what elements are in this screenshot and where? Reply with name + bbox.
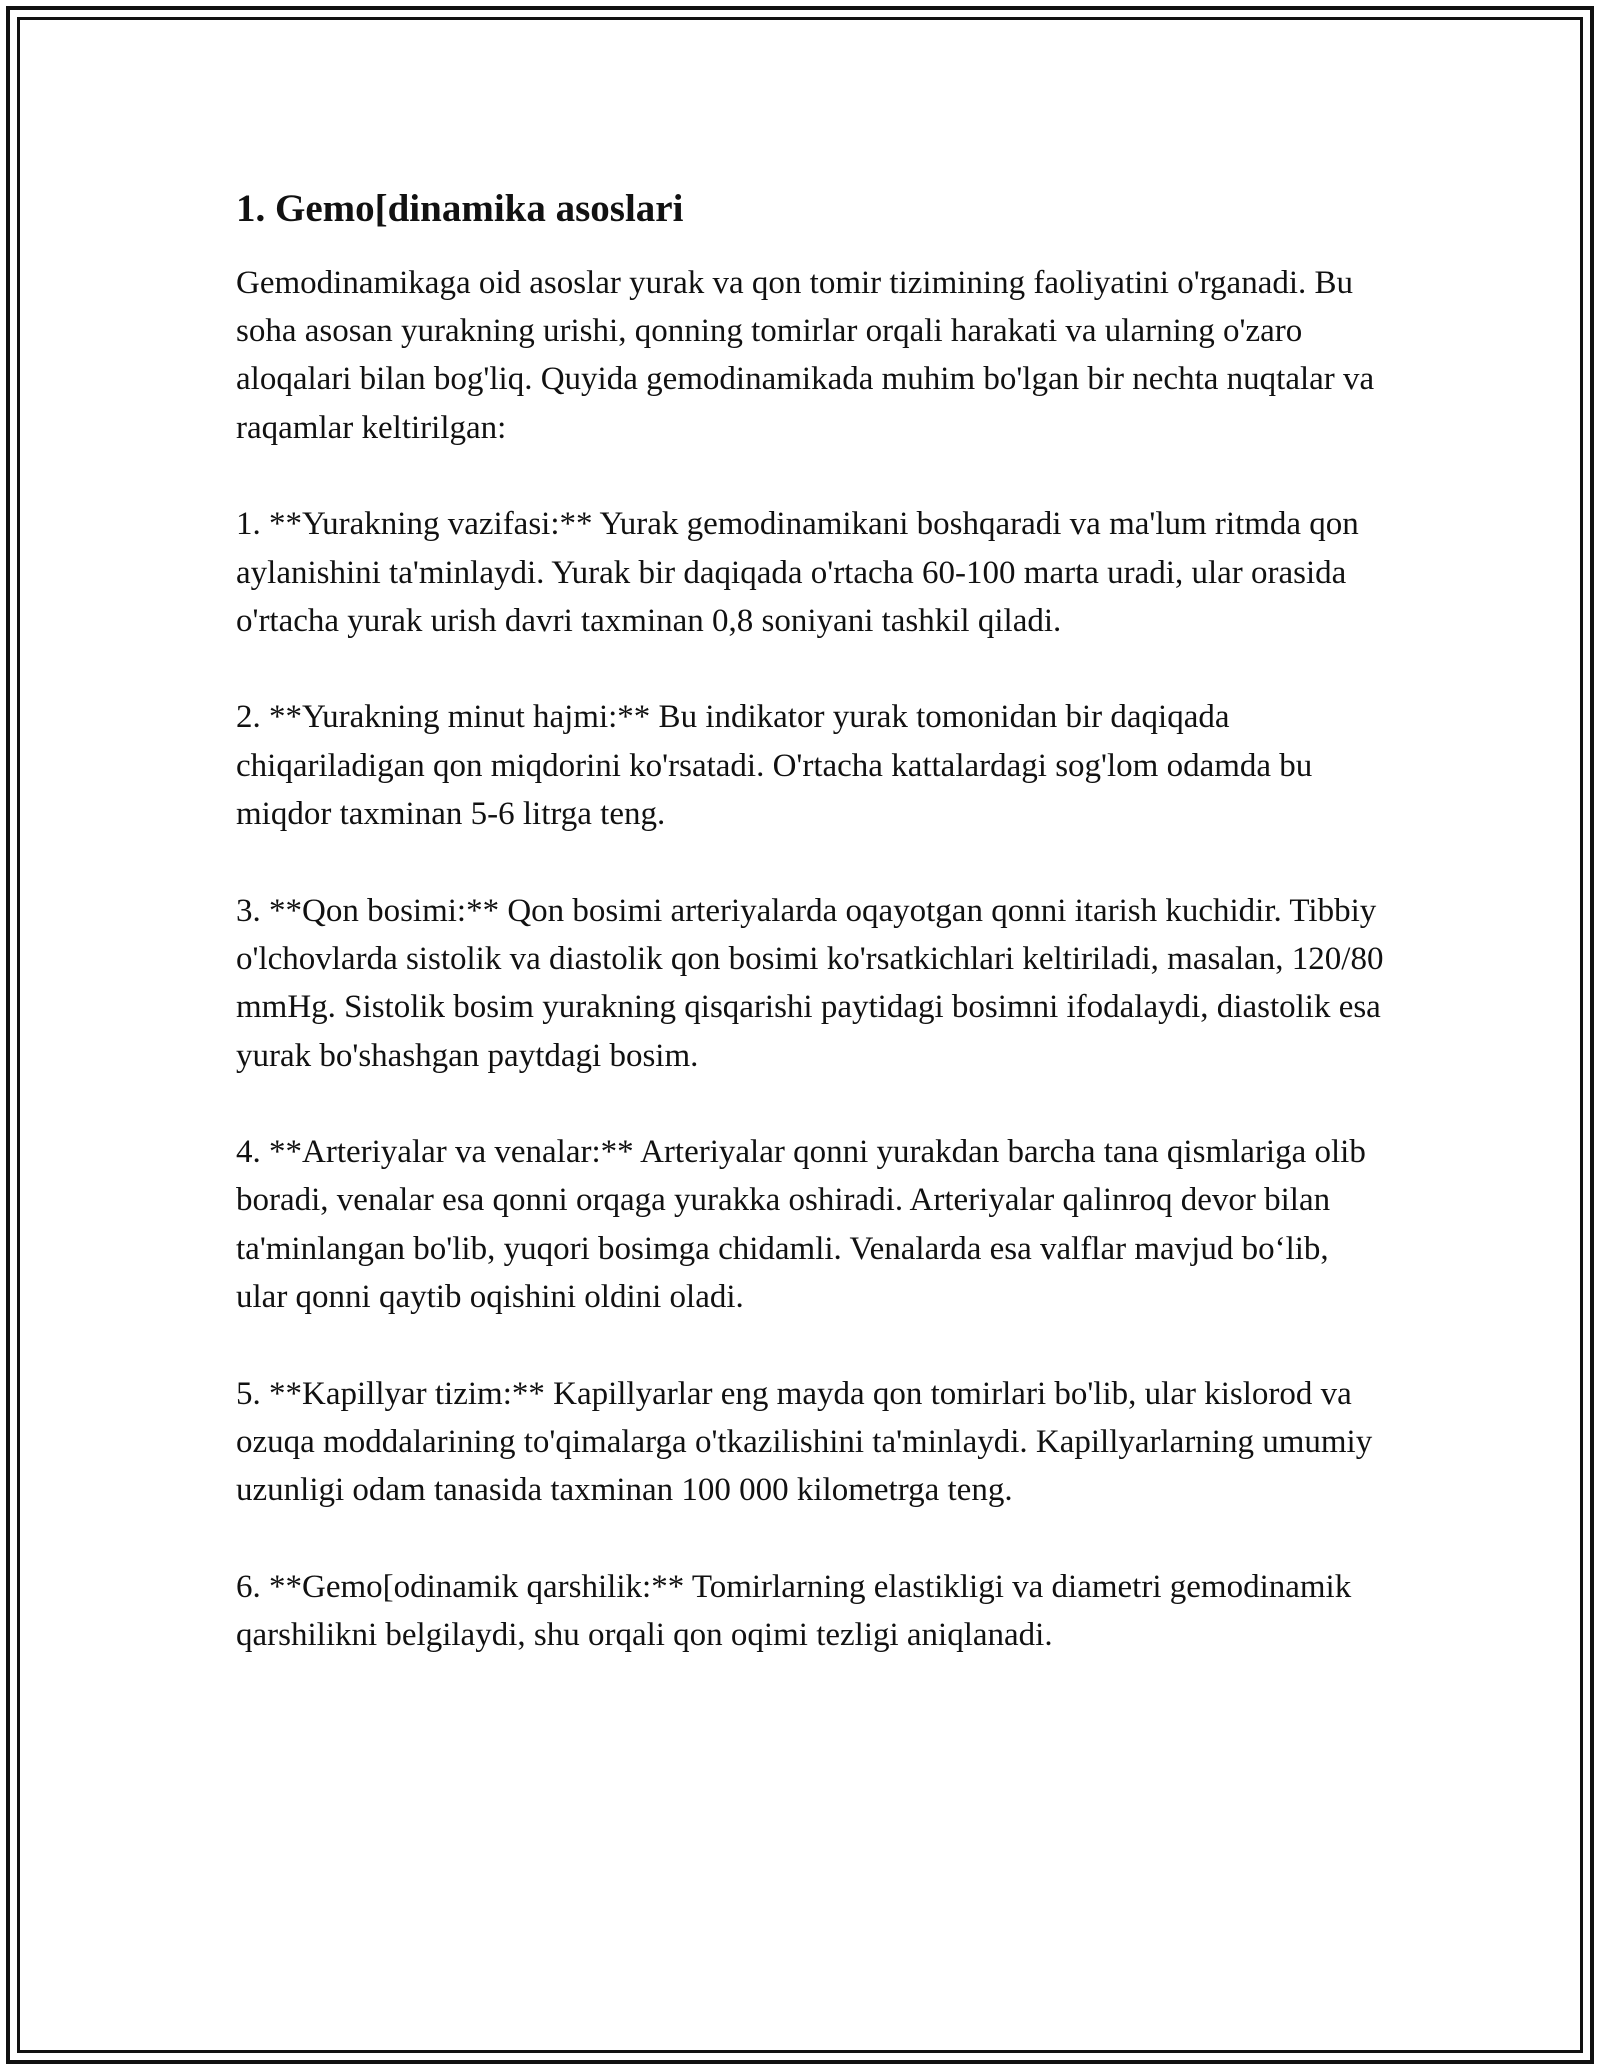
document-heading: 1. Gemo[dinamika asoslari bbox=[236, 187, 684, 230]
list-item-capillary-system: 5. **Kapillyar tizim:** Kapillyarlar eng mayda qon tomirlari bo'lib, ular kislorod va ozuqa moddalarining to'qimalarga o'tkazilishini ta'minlaydi. Kapillyarlarning umumiy uzunligi odam tanasida taxminan 100 000 kilometrga teng. bbox=[236, 1375, 1373, 1509]
list-item-heart-function: 1. **Yurakning vazifasi:** Yurak gemodinamikani boshqaradi va ma'lum ritmda qon aylanishini ta'minlaydi. Yurak bir daqiqada o'rtacha 60-100 marta uradi, ular orasida o'rtacha yurak urish davri taxminan 0,8 soniyani tashkil qiladi. bbox=[236, 506, 1359, 639]
list-item-minute-volume: 2. **Yurakning minut hajmi:** Bu indikator yurak tomonidan bir daqiqada chiqariladigan qon miqdorini ko'rsatadi. O'rtacha kattalardagi sog'lom odamda bu miqdor taxminan 5-6 litrga teng. bbox=[236, 699, 1313, 833]
intro-paragraph: Gemodinamikaga oid asoslar yurak va qon tomir tizimining faoliyatini o'rganadi. Bu soha asosan yurakning urishi, qonning tomirlar orqali harakati va ularning o'zaro aloqalari bilan bog'liq. Quyida gemodinamikada muhim bo'lgan bir nechta nuqtalar va raqamlar keltirilgan: bbox=[236, 264, 1375, 446]
list-item-blood-pressure: 3. **Qon bosimi:** Qon bosimi arteriyalarda oqayotgan qonni itarish kuchidir. Tibbiy o'lchovlarda sistolik va diastolik qon bosimi ko'rsatkichlari keltiriladi, masalan, 120/80 mmHg. Sistolik bosim yurakning qisqarishi paytidagi bosimni ifodalaydi, diastolik esa yurak bo'shashgan paytdagi bosim. bbox=[236, 892, 1384, 1074]
document-body bbox=[236, 186, 1386, 1659]
list-item-arteries-veins: 4. **Arteriyalar va venalar:** Arteriyalar qonni yurakdan barcha tana qismlariga olib boradi, venalar esa qonni orqaga yurakka oshiradi. Arteriyalar qalinroq devor bilan ta'minlangan bo'lib, yuqori bosimga chidamli. Venalarda esa valflar mavjud bo‘lib, ular qonni qaytib oqishini oldini oladi. bbox=[236, 1134, 1366, 1316]
list-item-resistance: 6. **Gemo[odinamik qarshilik:** Tomirlarning elastikligi va diametri gemodinamik qarshilikni belgilaydi, shu orqali qon oqimi tezligi aniqlanadi. bbox=[236, 1568, 1352, 1654]
